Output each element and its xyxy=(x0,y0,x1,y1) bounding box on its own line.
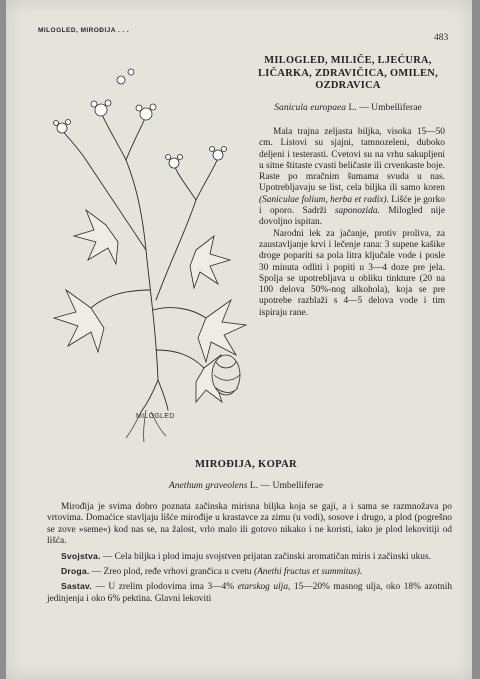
p1-text: Mala trajna zeljasta biljka, visoka 15—50 cm. Listovi su sjajni, tamnozeleni, duboko deljeni i testerasti. Cvetovi su na vrhu sakupljeni u sitne štitaste cvasti beličaste ili crvenkaste boje. Raste po mračnim šumama svuda u nas. Upotrebljavaju se list, cela biljka ili samo koren xyxy=(259,127,445,194)
sastav-italic: etarskog ulja, xyxy=(237,582,291,593)
section1-latin-family: L. — Umbelliferae xyxy=(348,102,422,113)
page-number: 483 xyxy=(434,33,449,43)
sastav-text-2: 15—20% masnog ulja, oko 18% azotnih jedinjenja i oko 6% pektina. Glavni lekoviti xyxy=(47,582,453,604)
sanicula-illustration xyxy=(46,50,251,445)
sastav-label: Sastav. xyxy=(61,581,92,592)
droga-text: — Zreo plod, ređe vrhovi grančica u cvetu xyxy=(91,567,252,578)
running-head: MILOGLED, MIROĐIJA . . . xyxy=(38,27,130,34)
section2-title: MIROĐIJA, KOPAR xyxy=(195,459,297,470)
section1-title: MILOGLED, MILIČE, LJEĆURA, LIČARKA, ZDRAVIČICA, OMILEN, OZDRAVICA xyxy=(258,55,438,91)
svojstva-label: Svojstva. xyxy=(61,550,101,561)
section2-latin-family: L. — Umbelliferae xyxy=(249,480,324,491)
droga-italic: (Anethi fructus et summitas). xyxy=(253,567,363,578)
section2-latin-name: Anethum graveolens xyxy=(168,480,248,491)
p1-italic: (Saniculae folium, herba et radix). xyxy=(259,194,389,205)
svojstva-text: — Cela biljka i plod imaju svojstven prijatan začinski aromatičan miris i začinski ukus. xyxy=(102,551,431,562)
section1-latin-name: Sanicula europaea xyxy=(274,102,347,113)
section1-latin xyxy=(254,102,442,113)
illustration-caption: MILOGLED xyxy=(136,413,175,420)
section2-latin xyxy=(36,480,456,491)
section2-paragraph-1: Mirođija je svima dobro poznata začinska mirisna biljka koja se gaji, a i sama se razmnožava po vrtovima. Domaćice stavljaju lišće mirođije u krastavce za zimu (u vodi), sosove i drugo, a plod (pogrešno se zove »seme«) kod nas se, na žalost, vrlo malo ili gotovo nikako i ne koristi, iako je plod lekovitiji od lišća. xyxy=(47,502,452,547)
section2-svojstva xyxy=(47,551,452,563)
book-page xyxy=(6,0,472,679)
droga-label: Droga. xyxy=(61,566,90,577)
p1-italic-2: saponozida. xyxy=(334,206,380,217)
p1-end: Lišće je gorko i oporo. Sadrži xyxy=(259,194,445,217)
section1-paragraph-1 xyxy=(259,127,445,229)
sastav-text-1: — U zrelim plodovima ima 3—4% xyxy=(95,582,238,593)
p1-tail: Milogled nije dovoljno ispitan. xyxy=(259,206,445,228)
section1-body xyxy=(259,127,445,319)
section2-body xyxy=(47,502,452,608)
section1-paragraph-2: Narodni lek za jačanje, protiv proliva, za zaustavljanje krvi i lečenje rana: 3 supene kašike droge poparíti sa pola litra ključale vode i posle 30 minuta odliti i popiti u 3—4 doze pre jela. Spolja se upotrebljava u obliku tinkture (20 na 100 delova 50%-nog alkohola), koja se pre upotrebe razblaži s 4—5 delova vode i tim ispiraju rane. xyxy=(259,228,445,318)
section2-droga xyxy=(47,566,452,578)
section2-sastav xyxy=(47,581,452,605)
